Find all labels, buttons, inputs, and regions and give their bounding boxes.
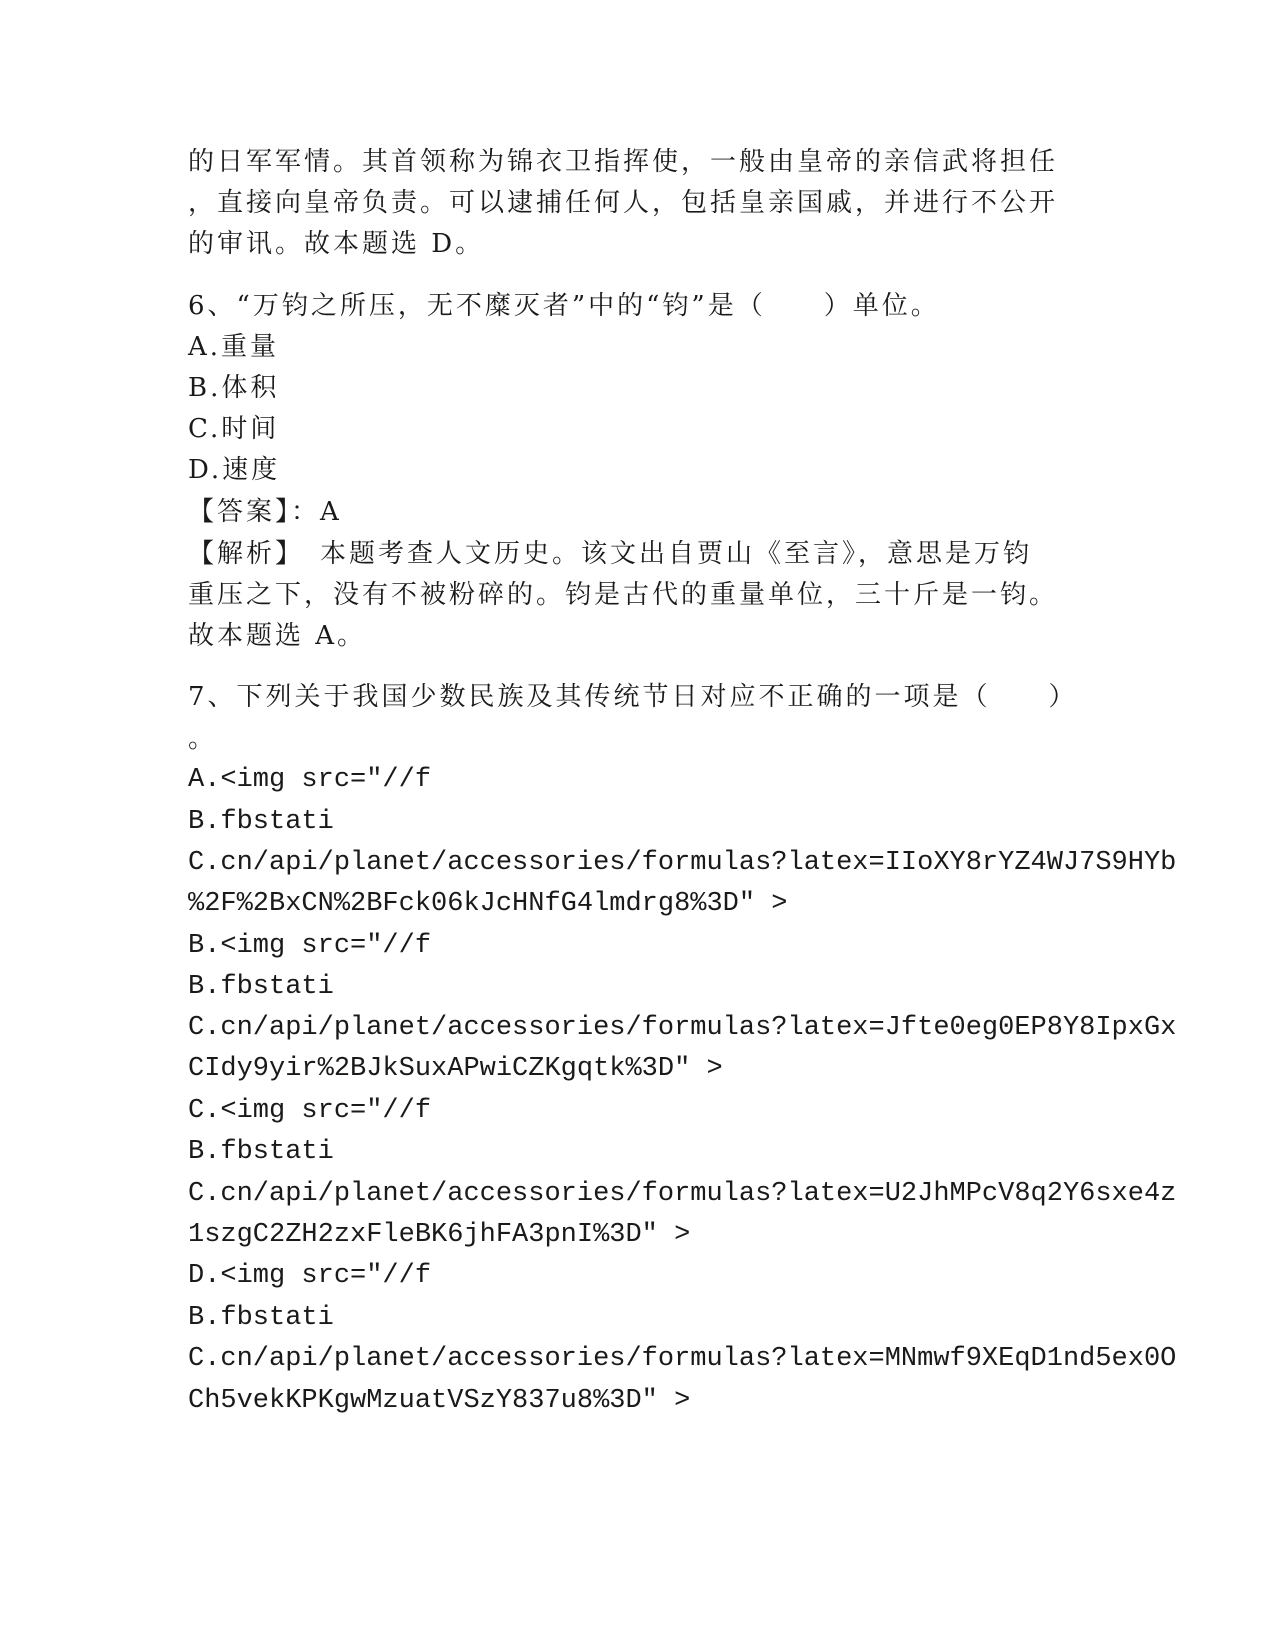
text-line: 的审讯。故本题选 D。 xyxy=(188,229,485,259)
option-line: B.<img src="//f xyxy=(188,931,432,961)
analysis-line: 重压之下，没有不被粉碎的。钧是古代的重量单位，三十斤是一钧。 xyxy=(188,580,1059,610)
option-line: Ch5vekKPKgwMzuatVSzY837u8%3D" > xyxy=(188,1386,691,1416)
option-b: B.体积 xyxy=(188,373,280,403)
text-line: 的日军军情。其首领称为锦衣卫指挥使，一般由皇帝的亲信武将担任 xyxy=(188,147,1059,177)
option-a: A.重量 xyxy=(188,332,280,362)
question-text: 。 xyxy=(188,724,218,754)
option-line: A.<img src="//f xyxy=(188,765,432,795)
option-d: D.速度 xyxy=(188,455,281,485)
question-text: 6、“万钧之所压，无不糜灭者”中的“钧”是（ ）单位。 xyxy=(188,291,940,321)
option-line: B.fbstati xyxy=(188,1303,334,1333)
text-line: ，直接向皇帝负责。可以逮捕任何人，包括皇亲国戚，并进行不公开 xyxy=(188,188,1059,218)
option-line: B.fbstati xyxy=(188,807,334,837)
option-line: C.cn/api/planet/accessories/formulas?latex=IIoXY8rYZ4WJ7S9HYb xyxy=(188,848,1177,878)
option-line: B.fbstati xyxy=(188,972,334,1002)
analysis-line: 【解析】 本题考查人文历史。该文出自贾山《至言》，意思是万钧 xyxy=(188,539,1033,569)
document-page xyxy=(188,0,1177,1650)
question-text: 7、下列关于我国少数民族及其传统节日对应不正确的一项是（ ） xyxy=(188,682,1078,712)
option-line: C.cn/api/planet/accessories/formulas?latex=Jfte0eg0EP8Y8IpxGx xyxy=(188,1013,1177,1043)
option-c: C.时间 xyxy=(188,414,280,444)
option-line: %2F%2BxCN%2BFck06kJcHNfG4lmdrg8%3D" > xyxy=(188,889,788,919)
option-line: B.fbstati xyxy=(188,1137,334,1167)
option-line: 1szgC2ZH2zxFleBK6jhFA3pnI%3D" > xyxy=(188,1220,691,1250)
answer-line: 【答案】：A xyxy=(188,497,342,527)
option-line: C.<img src="//f xyxy=(188,1096,432,1126)
analysis-line: 故本题选 A。 xyxy=(188,621,367,651)
option-line: C.cn/api/planet/accessories/formulas?latex=MNmwf9XEqD1nd5ex0O xyxy=(188,1344,1177,1374)
option-line: CIdy9yir%2BJkSuxAPwiCZKgqtk%3D" > xyxy=(188,1054,723,1084)
option-line: D.<img src="//f xyxy=(188,1261,432,1291)
option-line: C.cn/api/planet/accessories/formulas?latex=U2JhMPcV8q2Y6sxe4z xyxy=(188,1179,1177,1209)
